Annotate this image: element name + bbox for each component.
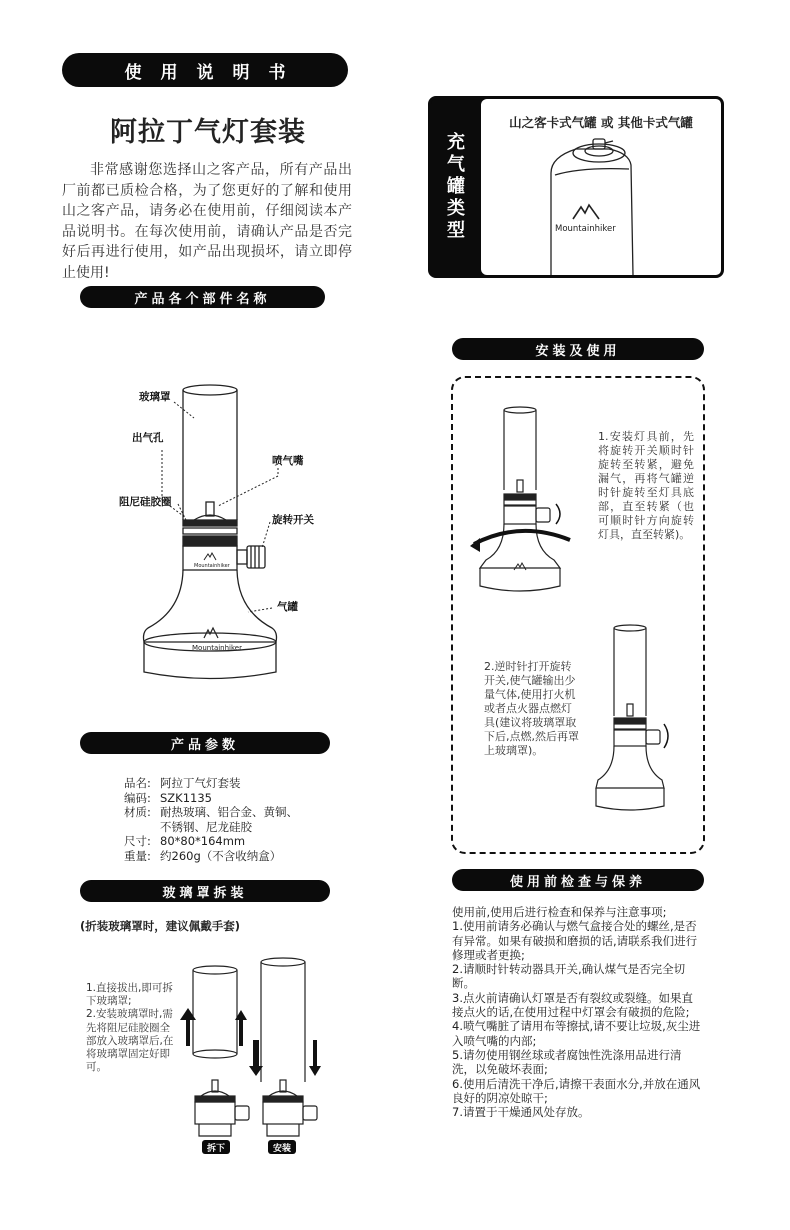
tank-brand-text: Mountainhiker (192, 644, 242, 652)
label-knob: 旋转开关 (272, 514, 314, 526)
gas-brand-text: Mountainhiker (555, 224, 616, 234)
badge-remove: 拆下 (202, 1140, 230, 1154)
param-key: 重量: (124, 848, 151, 863)
param-key (124, 820, 160, 835)
params-row (124, 776, 298, 791)
param-value: 约260g（不含收纳盒） (160, 848, 282, 863)
check-line: 7.请置于干燥通风处存放。 (452, 1105, 590, 1120)
gas-side-char: 气 (447, 154, 465, 175)
params-row (124, 849, 298, 864)
param-value: 不锈钢、尼龙硅胶 (160, 819, 252, 834)
parts-section-header (80, 286, 325, 308)
check-line: 5.请勿使用钢丝球或者腐蚀性洗涤用品进行清洗，以免破坏表面; (452, 1047, 682, 1077)
param-value: 阿拉丁气灯套装 (160, 776, 241, 790)
gas-side-char: 类 (447, 198, 465, 219)
badge-install: 安装 (268, 1140, 296, 1154)
gas-tank-type-heading (431, 99, 481, 275)
params-row (124, 834, 298, 849)
params-section-header (80, 732, 330, 754)
mountain-logo-icon (573, 205, 599, 219)
gas-side-char: 充 (447, 132, 465, 153)
params-list (124, 776, 298, 863)
check-list (452, 905, 704, 1119)
gas-tank-type-box (428, 96, 724, 278)
label-glass: 玻璃罩 (139, 391, 171, 403)
glass-section-title: 玻璃罩拆装 (162, 885, 248, 901)
install-step1-illustration (470, 400, 600, 600)
params-row (124, 820, 298, 835)
install-step1-text: 1.安装灯具前，先将旋转开关顺时针旋转至转紧，避免漏气，再将气罐逆时针旋转至灯具底部，直至转紧（也可顺时针方向旋转灯具，直至转紧)。 (598, 430, 694, 541)
install-section-title: 安装及使用 (535, 343, 621, 359)
glass-steps: 1.直接拔出,即可拆下玻璃罩; 2.安装玻璃罩时,需先将阻尼硅胶圈全部放入玻璃罩后,在将玻璃罩固定好即可。 (86, 982, 174, 1074)
mountain-logo-icon (204, 628, 218, 638)
params-section-title: 产品参数 (170, 737, 239, 753)
parts-section-title: 产品各个部件名称 (134, 291, 271, 307)
check-section-header (452, 869, 704, 891)
label-nozzle: 喷气嘴 (272, 455, 304, 467)
glass-removal-illustration (175, 950, 335, 1155)
check-line: 使用前,使用后进行检查和保养与注意事项; (452, 905, 667, 919)
product-title: 阿拉丁气灯套装 (110, 117, 306, 148)
glass-section-header (80, 880, 330, 902)
glass-note: (折装玻璃罩时，建议佩戴手套) (80, 919, 241, 933)
rotate-arrow-icon (474, 531, 570, 544)
check-section-title: 使用前检查与保养 (509, 874, 646, 890)
gas-side-char: 型 (447, 220, 465, 241)
gas-tank-panel (481, 99, 721, 275)
install-step2-illustration (590, 620, 700, 820)
install-section-header (452, 338, 704, 360)
install-step2-text: 2.逆时针打开旋转开关,使气罐输出少量气体,使用打火机或者点火器点燃灯具(建议将玻璃罩取下后,点燃,然后再罩上玻璃罩)。 (484, 660, 579, 757)
param-value: 耐热玻璃、铝合金、黄铜、 (160, 805, 298, 819)
check-line: 2.请顺时针转动器具开关,确认煤气是否完全切断。 (452, 962, 686, 991)
param-value: 80*80*164mm (160, 834, 246, 848)
check-line: 4.喷气嘴脏了请用布等擦拭,请不要让垃圾,灰尘进入喷气嘴的内部; (452, 1019, 701, 1048)
mountain-logo-icon (204, 553, 216, 560)
intro-paragraph: 非常感谢您选择山之客产品，所有产品出厂前都已质检合格，为了您更好的了解和使用山之客产品，请务必在使用前，仔细阅读本产品说明书。在每次使用前，请确认产品是否完好后再进行使用，如产品出现损坏，请立即停止使用! (62, 162, 352, 281)
param-key: 尺寸: (124, 834, 151, 848)
param-key: 编码: (124, 790, 151, 805)
manual-title-text: 使用说明书 (124, 62, 305, 83)
label-tank: 气罐 (277, 601, 298, 613)
params-row (124, 791, 298, 806)
label-damper: 阻尼硅胶圈 (119, 496, 172, 508)
param-key: 品名: (124, 776, 151, 790)
mountain-logo-icon (514, 563, 526, 570)
rotate-knob-arrow-icon (664, 724, 668, 748)
param-key: 材质: (124, 805, 151, 819)
arrow-up-icon (180, 1008, 196, 1046)
gas-tank-title: 山之客卡式气罐 或 其他卡式气罐 (509, 115, 693, 130)
label-vent: 出气孔 (132, 432, 164, 444)
check-line: 3.点火前请确认灯罩是否有裂纹或裂缝。如果直接点火的话,在使用过程中灯罩会有破损的危险; (452, 990, 693, 1020)
arrow-head-icon (470, 538, 480, 552)
gas-side-char: 罐 (447, 176, 465, 197)
check-line: 1.使用前请务必确认与燃气盒接合处的螺丝,是否有异常。如果有破损和磨损的话,请联系我们进行修理或者更换; (452, 919, 698, 962)
lamp-brand-text: Mountainhiker (194, 563, 230, 569)
gas-canister-illustration (521, 135, 671, 275)
check-line: 6.使用后清洗干净后,请擦干表面水分,并放在通风良好的阴凉处晾干; (452, 1076, 701, 1105)
arrow-icons (180, 1008, 321, 1076)
params-row (124, 805, 298, 820)
param-value: SZK1135 (160, 790, 212, 805)
arrow-down-icon (309, 1040, 321, 1076)
lamp-parts-diagram (120, 380, 340, 690)
manual-title-pill (62, 53, 348, 87)
rotate-knob-arrow-icon (556, 504, 560, 524)
